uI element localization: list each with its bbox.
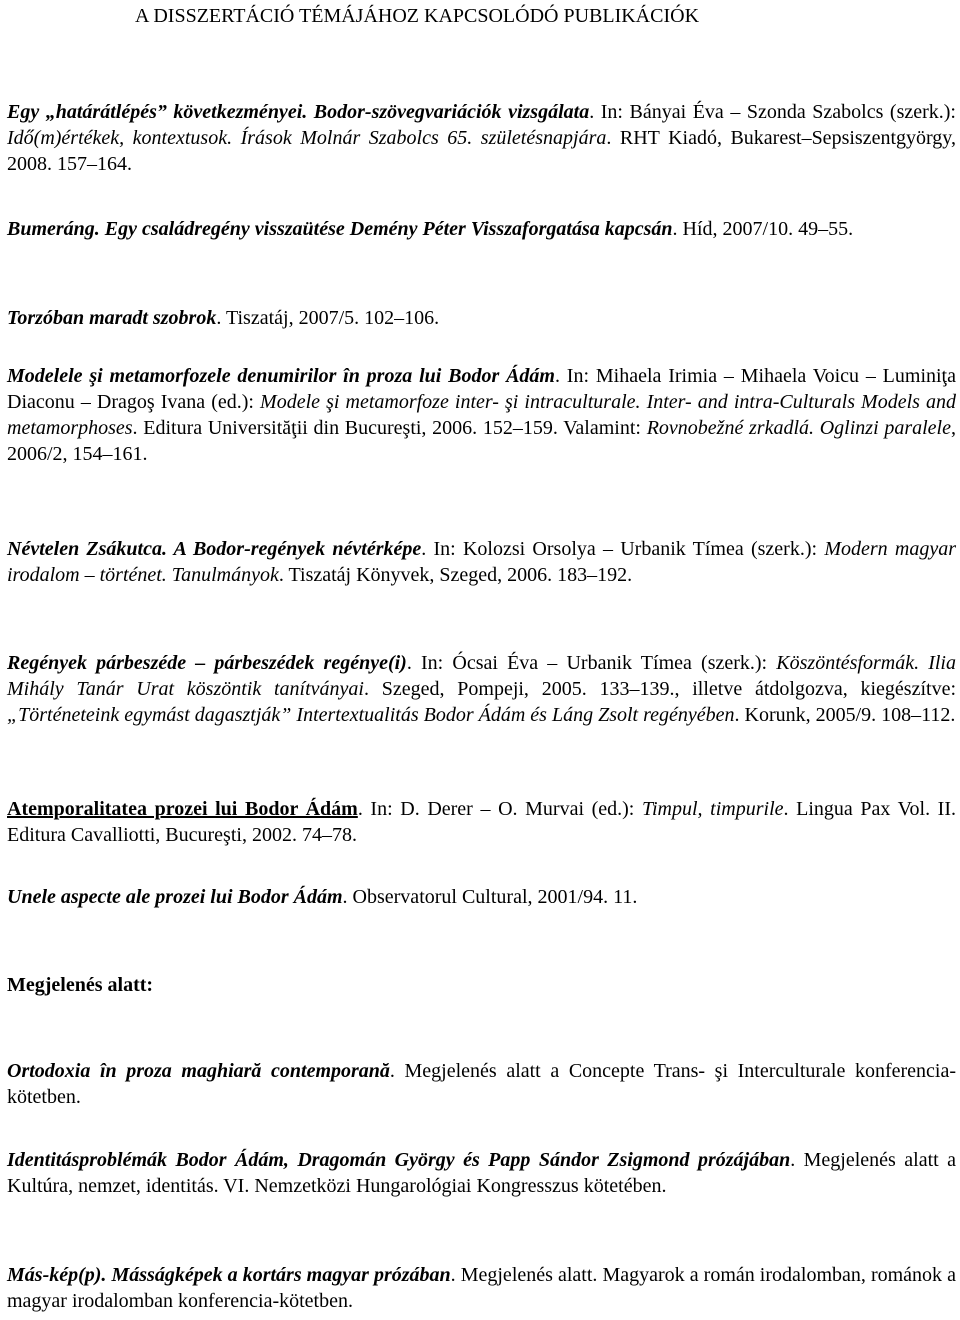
publication-title: Bumeráng. Egy családregény visszaütése Demény Péter Visszaforgatása kapcsán <box>7 218 673 240</box>
publication-details: . Korunk, 2005/9. 108–112. <box>734 704 956 726</box>
publication-entry <box>7 796 956 848</box>
publication-details: . Megjelenés alatt a Concepte Trans- şi Interculturale konferencia-kötetben. <box>7 1060 956 1108</box>
publication-entry <box>7 99 956 177</box>
forthcoming-heading: Megjelenés alatt: <box>7 974 154 996</box>
publication-details: . Híd, 2007/10. 49–55. <box>672 218 854 240</box>
publication-title: Regények párbeszéde – párbeszédek regénye(i) <box>7 652 407 674</box>
publication-book: Rovnobežné zrkadlá. Oglinzi paralele <box>646 417 951 439</box>
publication-details: . Tiszatáj Könyvek, Szeged, 2006. 183–192. <box>278 564 633 586</box>
publication-title: Más-kép(p). Másságképek a kortárs magyar prózában <box>7 1264 451 1286</box>
publication-entry <box>7 363 956 467</box>
publication-source: . Szeged, Pompeji, 2005. 133–139., illetve átdolgozva, kiegészítve: <box>363 678 956 700</box>
publication-title: Modelele şi metamorfozele denumirilor în proza lui Bodor Ádám <box>7 365 555 387</box>
publication-details: . Megjelenés alatt. Magyarok a román irodalomban, románok a magyar irodalomban konferencia-kötetben. <box>7 1264 956 1312</box>
publication-source: . In: Kolozsi Orsolya – Urbanik Tímea (szerk.): <box>421 538 825 560</box>
publication-details: . RHT Kiadó, Bukarest–Sepsiszentgyörgy, 2008. 157–164. <box>7 127 956 175</box>
publication-entry <box>7 650 956 728</box>
publication-title: Atemporalitatea prozei lui Bodor Ádám <box>7 798 358 820</box>
publication-book: Köszöntésformák. Ilia Mihály Tanár Urat köszöntik tanítványai <box>7 652 956 700</box>
publication-book: Idő(m)értékek, kontextusok. Írások Molnár Szabolcs 65. születésnapjára <box>7 127 607 149</box>
publication-details: . Megjelenés alatt a Kultúra, nemzet, identitás. VI. Nemzetközi Hungarológiai Kongresszus kötetében. <box>7 1149 956 1197</box>
publication-details: , 2006/2, 154–161. <box>7 417 956 465</box>
page-title: A DISSZERTÁCIÓ TÉMÁJÁHOZ KAPCSOLÓDÓ PUBLIKÁCIÓK <box>135 5 700 27</box>
forthcoming-entry <box>7 1058 956 1110</box>
publication-entry <box>7 305 956 331</box>
publication-details: . Lingua Pax Vol. II. Editura Cavalliotti, Bucureşti, 2002. 74–78. <box>7 798 957 846</box>
publication-book: Timpul, timpurile <box>641 798 784 820</box>
publication-entry <box>7 216 956 242</box>
forthcoming-entry <box>7 1262 956 1314</box>
publication-entry <box>7 884 956 910</box>
publication-source: . In: D. Derer – O. Murvai (ed.): <box>357 798 642 820</box>
publication-title: Ortodoxia în proza maghiară contemporană <box>7 1060 390 1082</box>
forthcoming-entry <box>7 1147 956 1199</box>
publication-title: Egy „határátlépés” következményei. Bodor-szövegvariációk vizsgálata <box>7 101 590 123</box>
publication-book: Modern magyar irodalom – történet. Tanulmányok <box>7 538 956 586</box>
publication-source: . In: Ócsai Éva – Urbanik Tímea (szerk.): <box>406 652 777 674</box>
publication-book: Modele şi metamorfoze inter- şi intraculturale. Inter- and intra-Culturals Models and metamorphoses <box>7 391 956 439</box>
publication-title: Névtelen Zsákutca. A Bodor-regények névtérképe <box>7 538 422 560</box>
publication-title: Torzóban maradt szobrok <box>7 307 217 329</box>
publication-source: . In: Mihaela Irimia – Mihaela Voicu – Luminiţa Diaconu – Dragoş Ivana (ed.): <box>7 365 956 413</box>
publication-source: . Editura Universităţii din Bucureşti, 2006. 152–159. Valamint: <box>132 417 647 439</box>
publication-entry <box>7 536 956 588</box>
publication-details: . Tiszatáj, 2007/5. 102–106. <box>216 307 440 329</box>
publication-details: . Observatorul Cultural, 2001/94. 11. <box>342 886 638 908</box>
publication-source: . In: Bányai Éva – Szonda Szabolcs (szerk.): <box>589 101 956 123</box>
publication-title: Unele aspecte ale prozei lui Bodor Ádám <box>7 886 343 908</box>
publication-title: Identitásproblémák Bodor Ádám, Dragomán György és Papp Sándor Zsigmond prózájában <box>7 1149 791 1171</box>
publication-book: „Történeteink egymást dagasztják” Intertextualitás Bodor Ádám és Láng Zsolt regényében <box>7 704 735 726</box>
